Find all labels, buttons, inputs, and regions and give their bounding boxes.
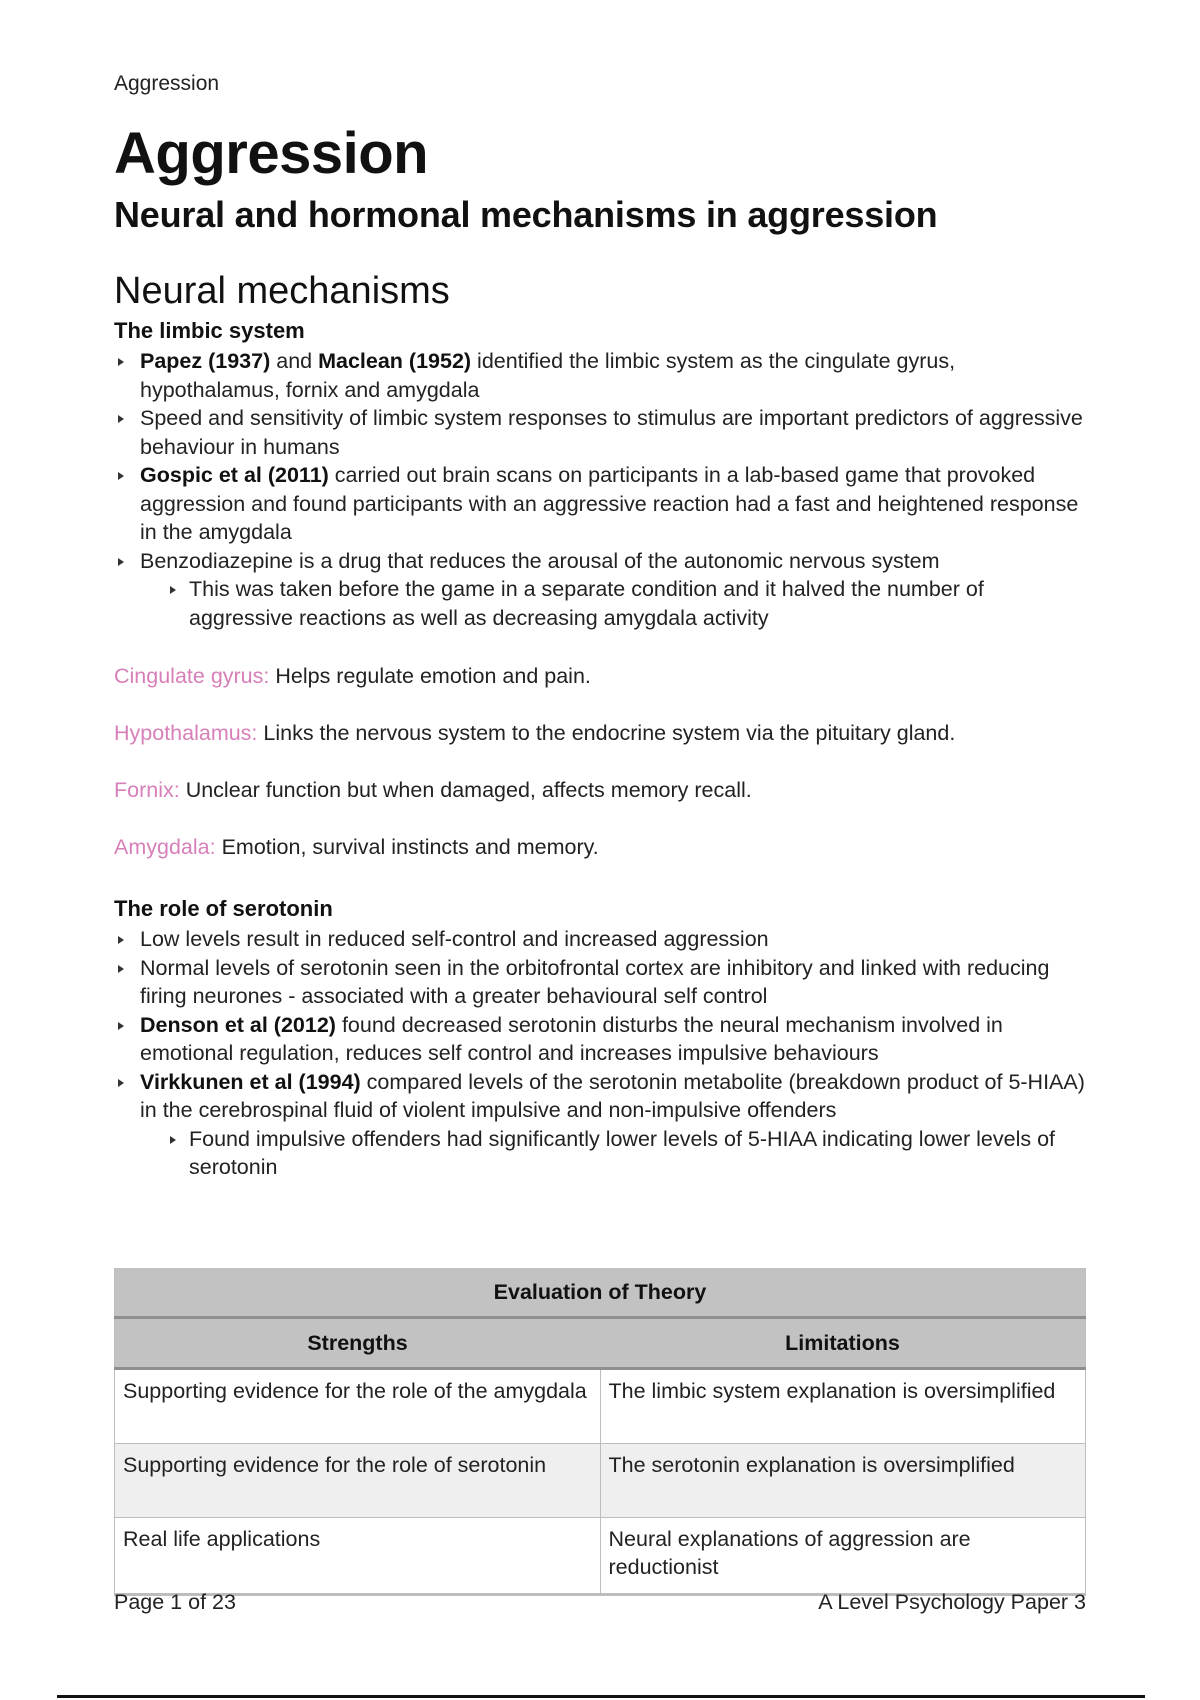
- list-item: Benzodiazepine is a drug that reduces the arousal of the autonomic nervous system This was taken before the game in a separate condition and it halved the number of aggressive reactions as well as decreasing amygdala activity: [114, 547, 1086, 633]
- limbic-heading: The limbic system: [114, 318, 305, 343]
- table-cell: Real life applications: [115, 1518, 601, 1595]
- table-cell: Neural explanations of aggression are reductionist: [600, 1518, 1086, 1595]
- table-cell: Supporting evidence for the role of serotonin: [115, 1444, 601, 1518]
- definition-hypothalamus: Hypothalamus: Links the nervous system to the endocrine system via the pituitary gland.: [114, 721, 956, 745]
- table-title: Evaluation of Theory: [115, 1268, 1086, 1318]
- list-item: Virkkunen et al (1994) compared levels of the serotonin metabolite (breakdown product of 5-HIAA) in the cerebrospinal fluid of violent impulsive and non-impulsive offenders Found impulsive offenders had significantly lower levels of 5-HIAA indicating lower levels of serotonin: [114, 1068, 1086, 1182]
- table-cell: The serotonin explanation is oversimplified: [600, 1444, 1086, 1518]
- limbic-bullet-list: [114, 347, 1086, 632]
- definition-cingulate-gyrus: Cingulate gyrus: Helps regulate emotion and pain.: [114, 664, 591, 688]
- list-item: Normal levels of serotonin seen in the orbitofrontal cortex are inhibitory and linked with reducing firing neurones - associated with a greater behavioural self control: [114, 954, 1086, 1011]
- list-item: Papez (1937) and Maclean (1952) identified the limbic system as the cingulate gyrus, hypothalamus, fornix and amygdala: [114, 347, 1086, 404]
- table-row: [115, 1369, 1086, 1444]
- evaluation-table: [114, 1268, 1086, 1596]
- running-header: Aggression: [114, 72, 220, 95]
- page-subtitle: Neural and hormonal mechanisms in aggression: [114, 194, 938, 235]
- sub-bullet-list: [140, 575, 1086, 632]
- definition-amygdala: Amygdala: Emotion, survival instincts and memory.: [114, 835, 599, 859]
- section-heading: Neural mechanisms: [114, 270, 450, 312]
- column-header-strengths: Strengths: [115, 1318, 601, 1369]
- serotonin-heading: The role of serotonin: [114, 896, 333, 921]
- page-title: Aggression: [114, 121, 429, 186]
- bottom-divider: [57, 1695, 1145, 1698]
- list-item: Speed and sensitivity of limbic system responses to stimulus are important predictors of aggressive behaviour in humans: [114, 404, 1086, 461]
- sub-bullet-list: [140, 1125, 1086, 1182]
- list-item: Denson et al (2012) found decreased serotonin disturbs the neural mechanism involved in emotional regulation, reduces self control and increases impulsive behaviours: [114, 1011, 1086, 1068]
- sub-list-item: This was taken before the game in a separate condition and it halved the number of aggressive reactions as well as decreasing amygdala activity: [140, 575, 1086, 632]
- serotonin-bullet-list: [114, 925, 1086, 1182]
- list-item: Low levels result in reduced self-control and increased aggression: [114, 925, 1086, 954]
- table-cell: Supporting evidence for the role of the amygdala: [115, 1369, 601, 1444]
- table-row: [115, 1518, 1086, 1595]
- page-number: Page 1 of 23: [114, 1590, 236, 1614]
- column-header-limitations: Limitations: [600, 1318, 1086, 1369]
- course-label: A Level Psychology Paper 3: [818, 1590, 1086, 1614]
- page-footer: [114, 1590, 1086, 1615]
- sub-list-item: Found impulsive offenders had significantly lower levels of 5-HIAA indicating lower levels of serotonin: [140, 1125, 1086, 1182]
- definition-fornix: Fornix: Unclear function but when damaged, affects memory recall.: [114, 778, 752, 802]
- table-cell: The limbic system explanation is oversimplified: [600, 1369, 1086, 1444]
- list-item: Gospic et al (2011) carried out brain scans on participants in a lab-based game that provoked aggression and found participants with an aggressive reaction had a fast and heightened response in the amygdala: [114, 461, 1086, 547]
- table-row: [115, 1444, 1086, 1518]
